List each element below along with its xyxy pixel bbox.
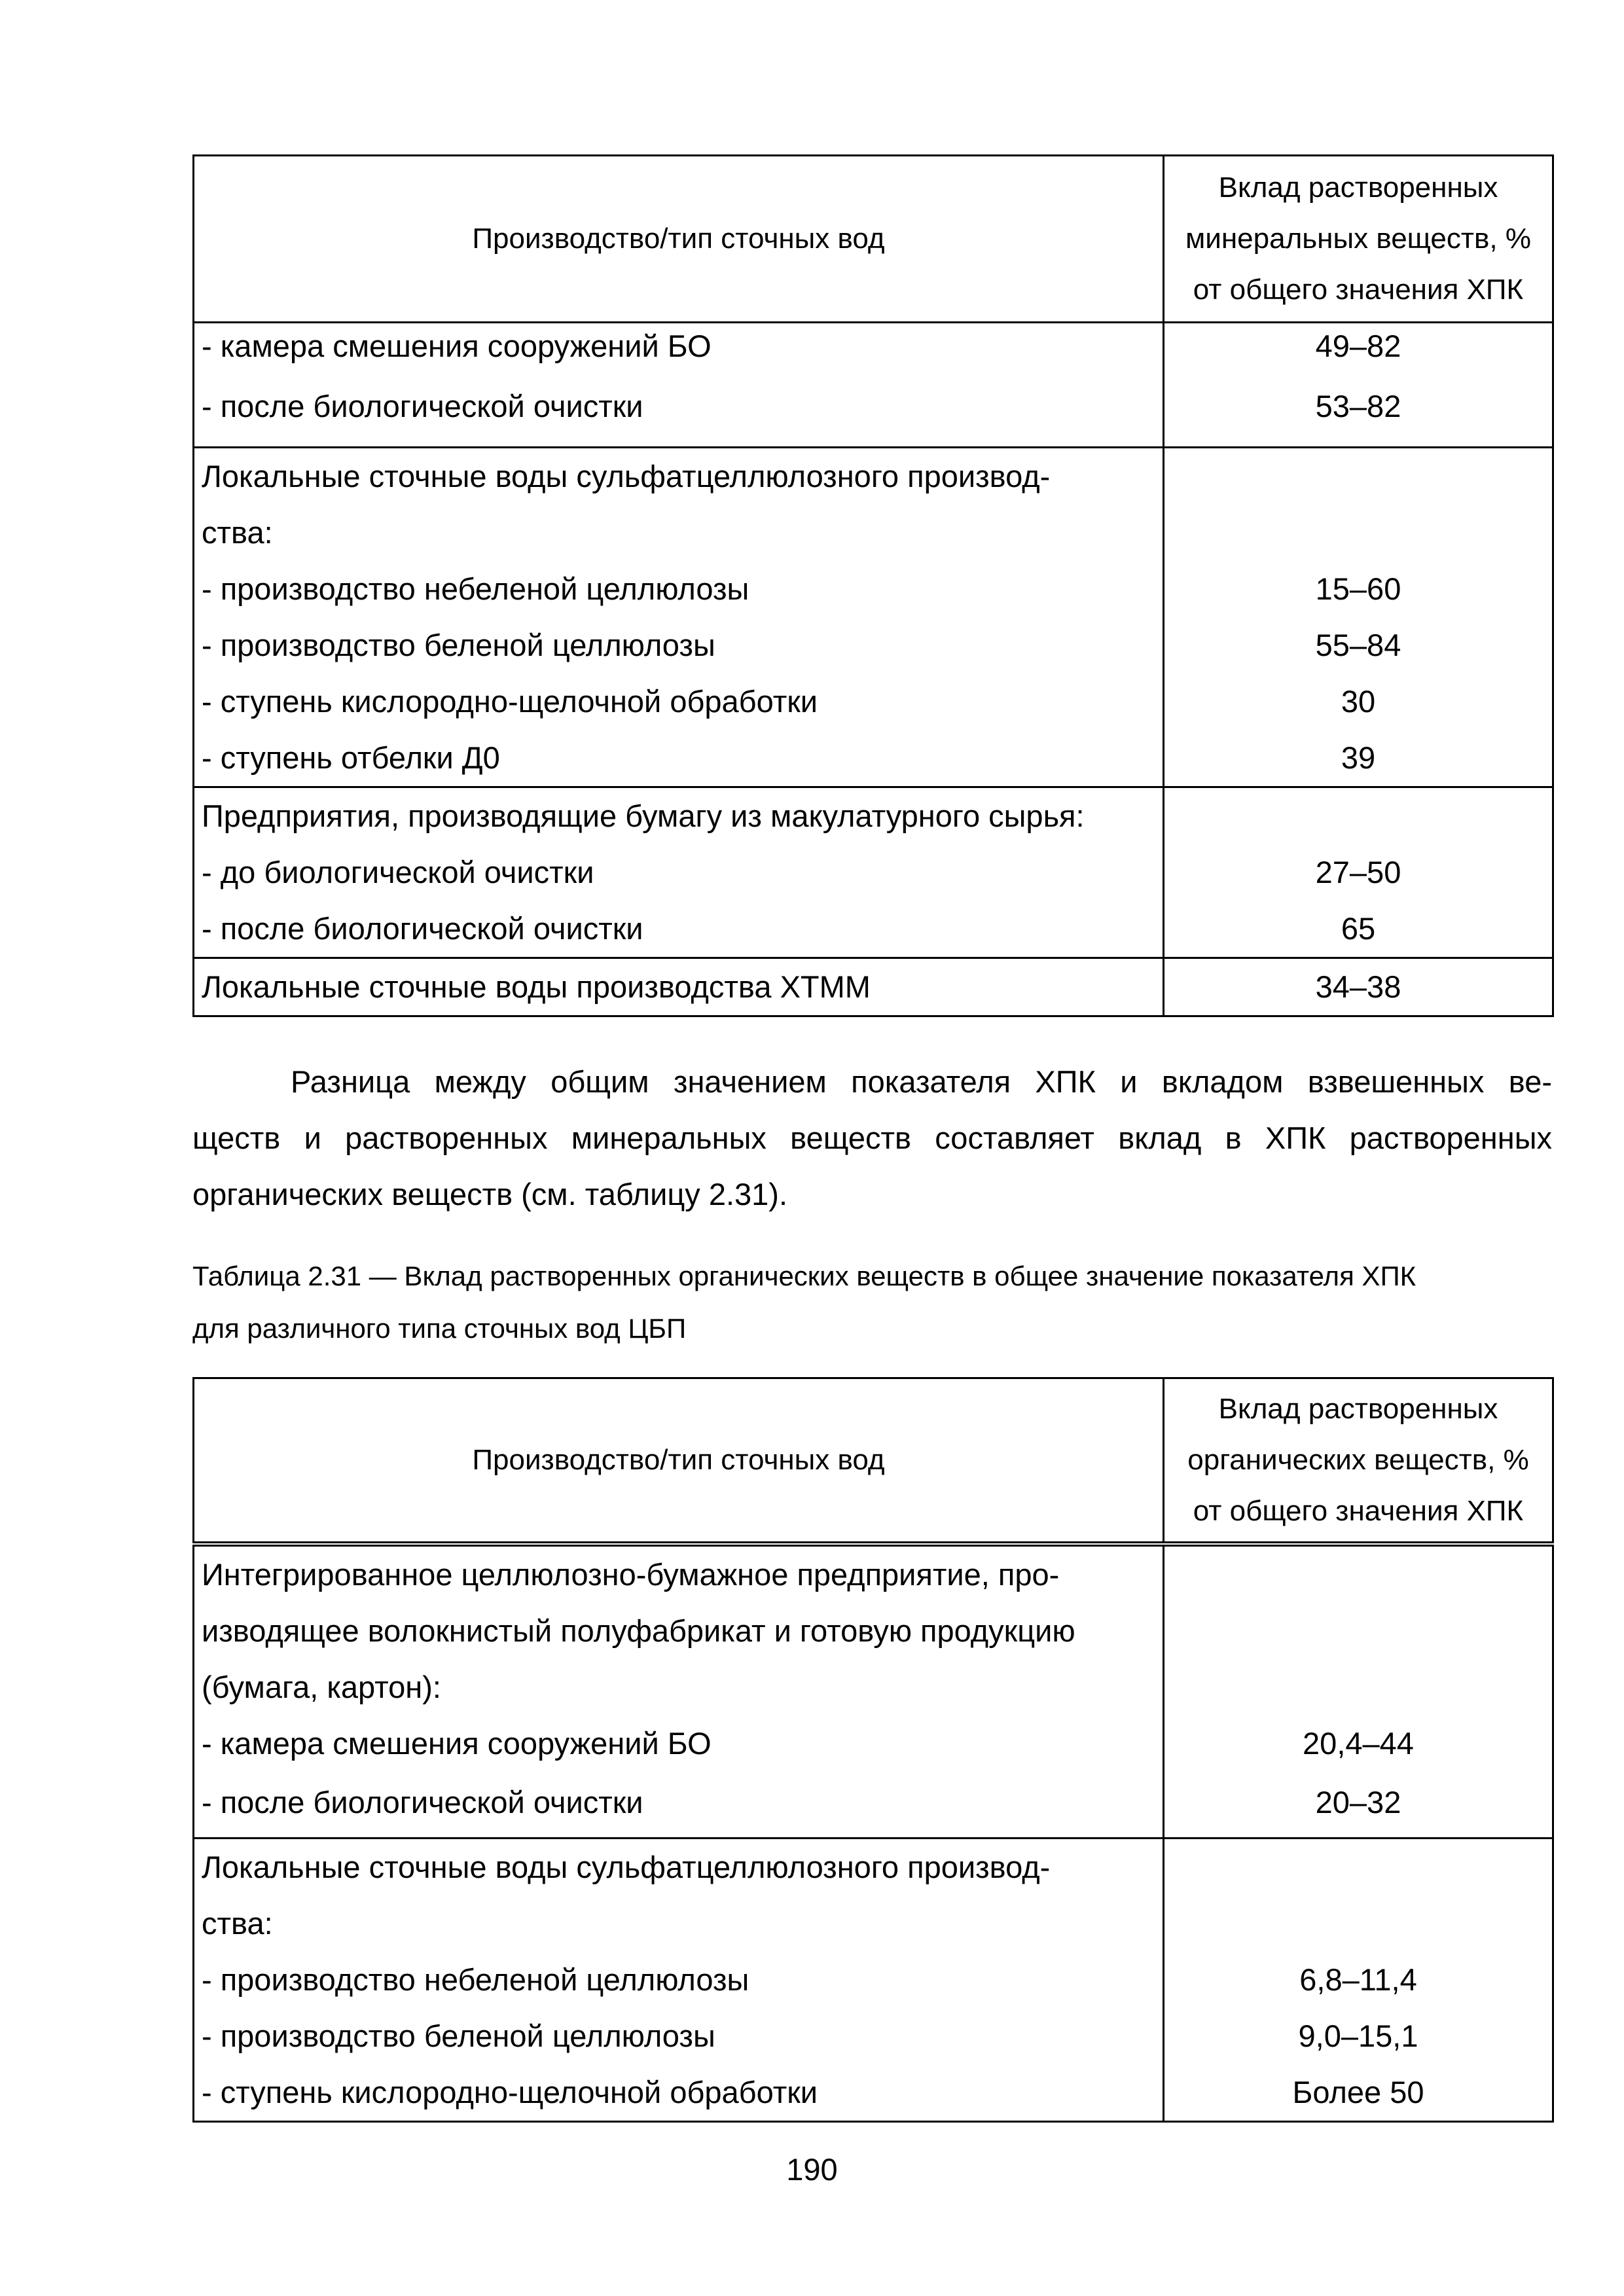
header-line: от общего значения ХПК	[1193, 1494, 1524, 1527]
table-row-group	[194, 323, 1553, 448]
page-number: 190	[786, 2152, 838, 2187]
row-value: 9,0–15,1	[1298, 2018, 1418, 2053]
row-value: Более 50	[1292, 2074, 1424, 2109]
row-value: 53–82	[1315, 389, 1401, 423]
row-values	[1164, 1838, 1553, 2121]
row-label: - камера смешения сооружений БО	[202, 1725, 712, 1761]
table-row-group	[194, 787, 1553, 958]
row-label: - ступень отбелки Д0	[202, 740, 500, 775]
group-title: Локальные сточные воды сульфатцеллюлозного производ-	[202, 459, 1051, 493]
header-line: от общего значения ХПК	[1193, 274, 1524, 306]
row-values	[1164, 787, 1553, 958]
group-title: ства:	[202, 1905, 273, 1941]
group-title: изводящее волокнистый полуфабрикат и готовую продукцию	[202, 1613, 1075, 1648]
row-label: - после биологической очистки	[202, 1784, 643, 1820]
table-caption	[192, 1250, 1561, 1355]
row-value: 55–84	[1315, 628, 1401, 662]
table-row-group	[194, 1838, 1553, 2121]
header-organic-contribution	[1164, 1378, 1553, 1544]
row-label: - производство небеленой целлюлозы	[202, 571, 749, 606]
row-value: 20–32	[1315, 1784, 1401, 1820]
row-label: - камера смешения сооружений БО	[202, 329, 712, 363]
row-value: 20,4–44	[1303, 1725, 1414, 1761]
row-label: Локальные сточные воды производства ХТММ	[194, 958, 1164, 1016]
paragraph-line: органических веществ (см. таблицу 2.31).	[192, 1177, 788, 1211]
caption-line: для различного типа сточных вод ЦБП	[192, 1313, 687, 1344]
row-labels	[194, 787, 1164, 958]
row-label: - после биологической очистки	[202, 911, 643, 946]
paragraph-line: Разница между общим значением показателя ХПК и вкладом взвешенных ве-	[291, 1064, 1552, 1099]
row-labels	[194, 448, 1164, 787]
row-labels	[194, 323, 1164, 448]
table-row	[194, 958, 1553, 1016]
header-line: органических веществ, %	[1187, 1443, 1529, 1476]
table-header-row	[194, 1378, 1553, 1544]
row-values	[1164, 448, 1553, 787]
group-title: Локальные сточные воды сульфатцеллюлозного производ-	[202, 1849, 1051, 1884]
header-line: Вклад растворенных	[1218, 1392, 1498, 1425]
group-title: Предприятия, производящие бумагу из макулатурного сырья:	[202, 798, 1085, 833]
table-organic-contribution	[192, 1377, 1554, 2123]
row-values	[1164, 323, 1553, 448]
row-value: 30	[1341, 684, 1376, 719]
row-value: 65	[1341, 911, 1376, 946]
table-mineral-contribution	[192, 154, 1554, 1017]
group-title: Интегрированное целлюлозно-бумажное предприятие, про-	[202, 1556, 1060, 1592]
caption-line: Таблица 2.31 — Вклад растворенных органических веществ в общее значение показателя ХПК	[192, 1261, 1416, 1291]
row-value: 39	[1341, 740, 1376, 775]
header-mineral-contribution	[1164, 156, 1553, 323]
body-paragraph	[192, 1054, 1552, 1223]
group-title: (бумага, картон):	[202, 1669, 441, 1704]
table-row-group	[194, 448, 1553, 787]
row-value: 6,8–11,4	[1299, 1962, 1417, 1997]
paragraph-line: ществ и растворенных минеральных веществ составляет вклад в ХПК растворенных	[192, 1121, 1552, 1155]
row-label: - производство небеленой целлюлозы	[202, 1962, 749, 1997]
row-label: - ступень кислородно-щелочной обработки	[202, 2074, 818, 2109]
header-production-type: Производство/тип сточных вод	[194, 1378, 1164, 1544]
header-production-type: Производство/тип сточных вод	[194, 156, 1164, 323]
row-labels	[194, 1838, 1164, 2121]
table-row-group	[194, 1544, 1553, 1839]
row-labels	[194, 1544, 1164, 1839]
row-label: - после биологической очистки	[202, 389, 643, 423]
header-line: минеральных веществ, %	[1185, 223, 1531, 255]
table-header-row	[194, 156, 1553, 323]
row-value: 27–50	[1315, 855, 1401, 889]
row-label: - производство беленой целлюлозы	[202, 2018, 715, 2053]
row-label: - производство беленой целлюлозы	[202, 628, 715, 662]
row-label: - до биологической очистки	[202, 855, 594, 889]
group-title: ства:	[202, 515, 273, 550]
row-value: 49–82	[1315, 329, 1401, 363]
row-values	[1164, 1544, 1553, 1839]
row-value: 15–60	[1315, 571, 1401, 606]
row-label: - ступень кислородно-щелочной обработки	[202, 684, 818, 719]
header-line: Вклад растворенных	[1218, 171, 1498, 204]
row-value: 34–38	[1164, 958, 1553, 1016]
